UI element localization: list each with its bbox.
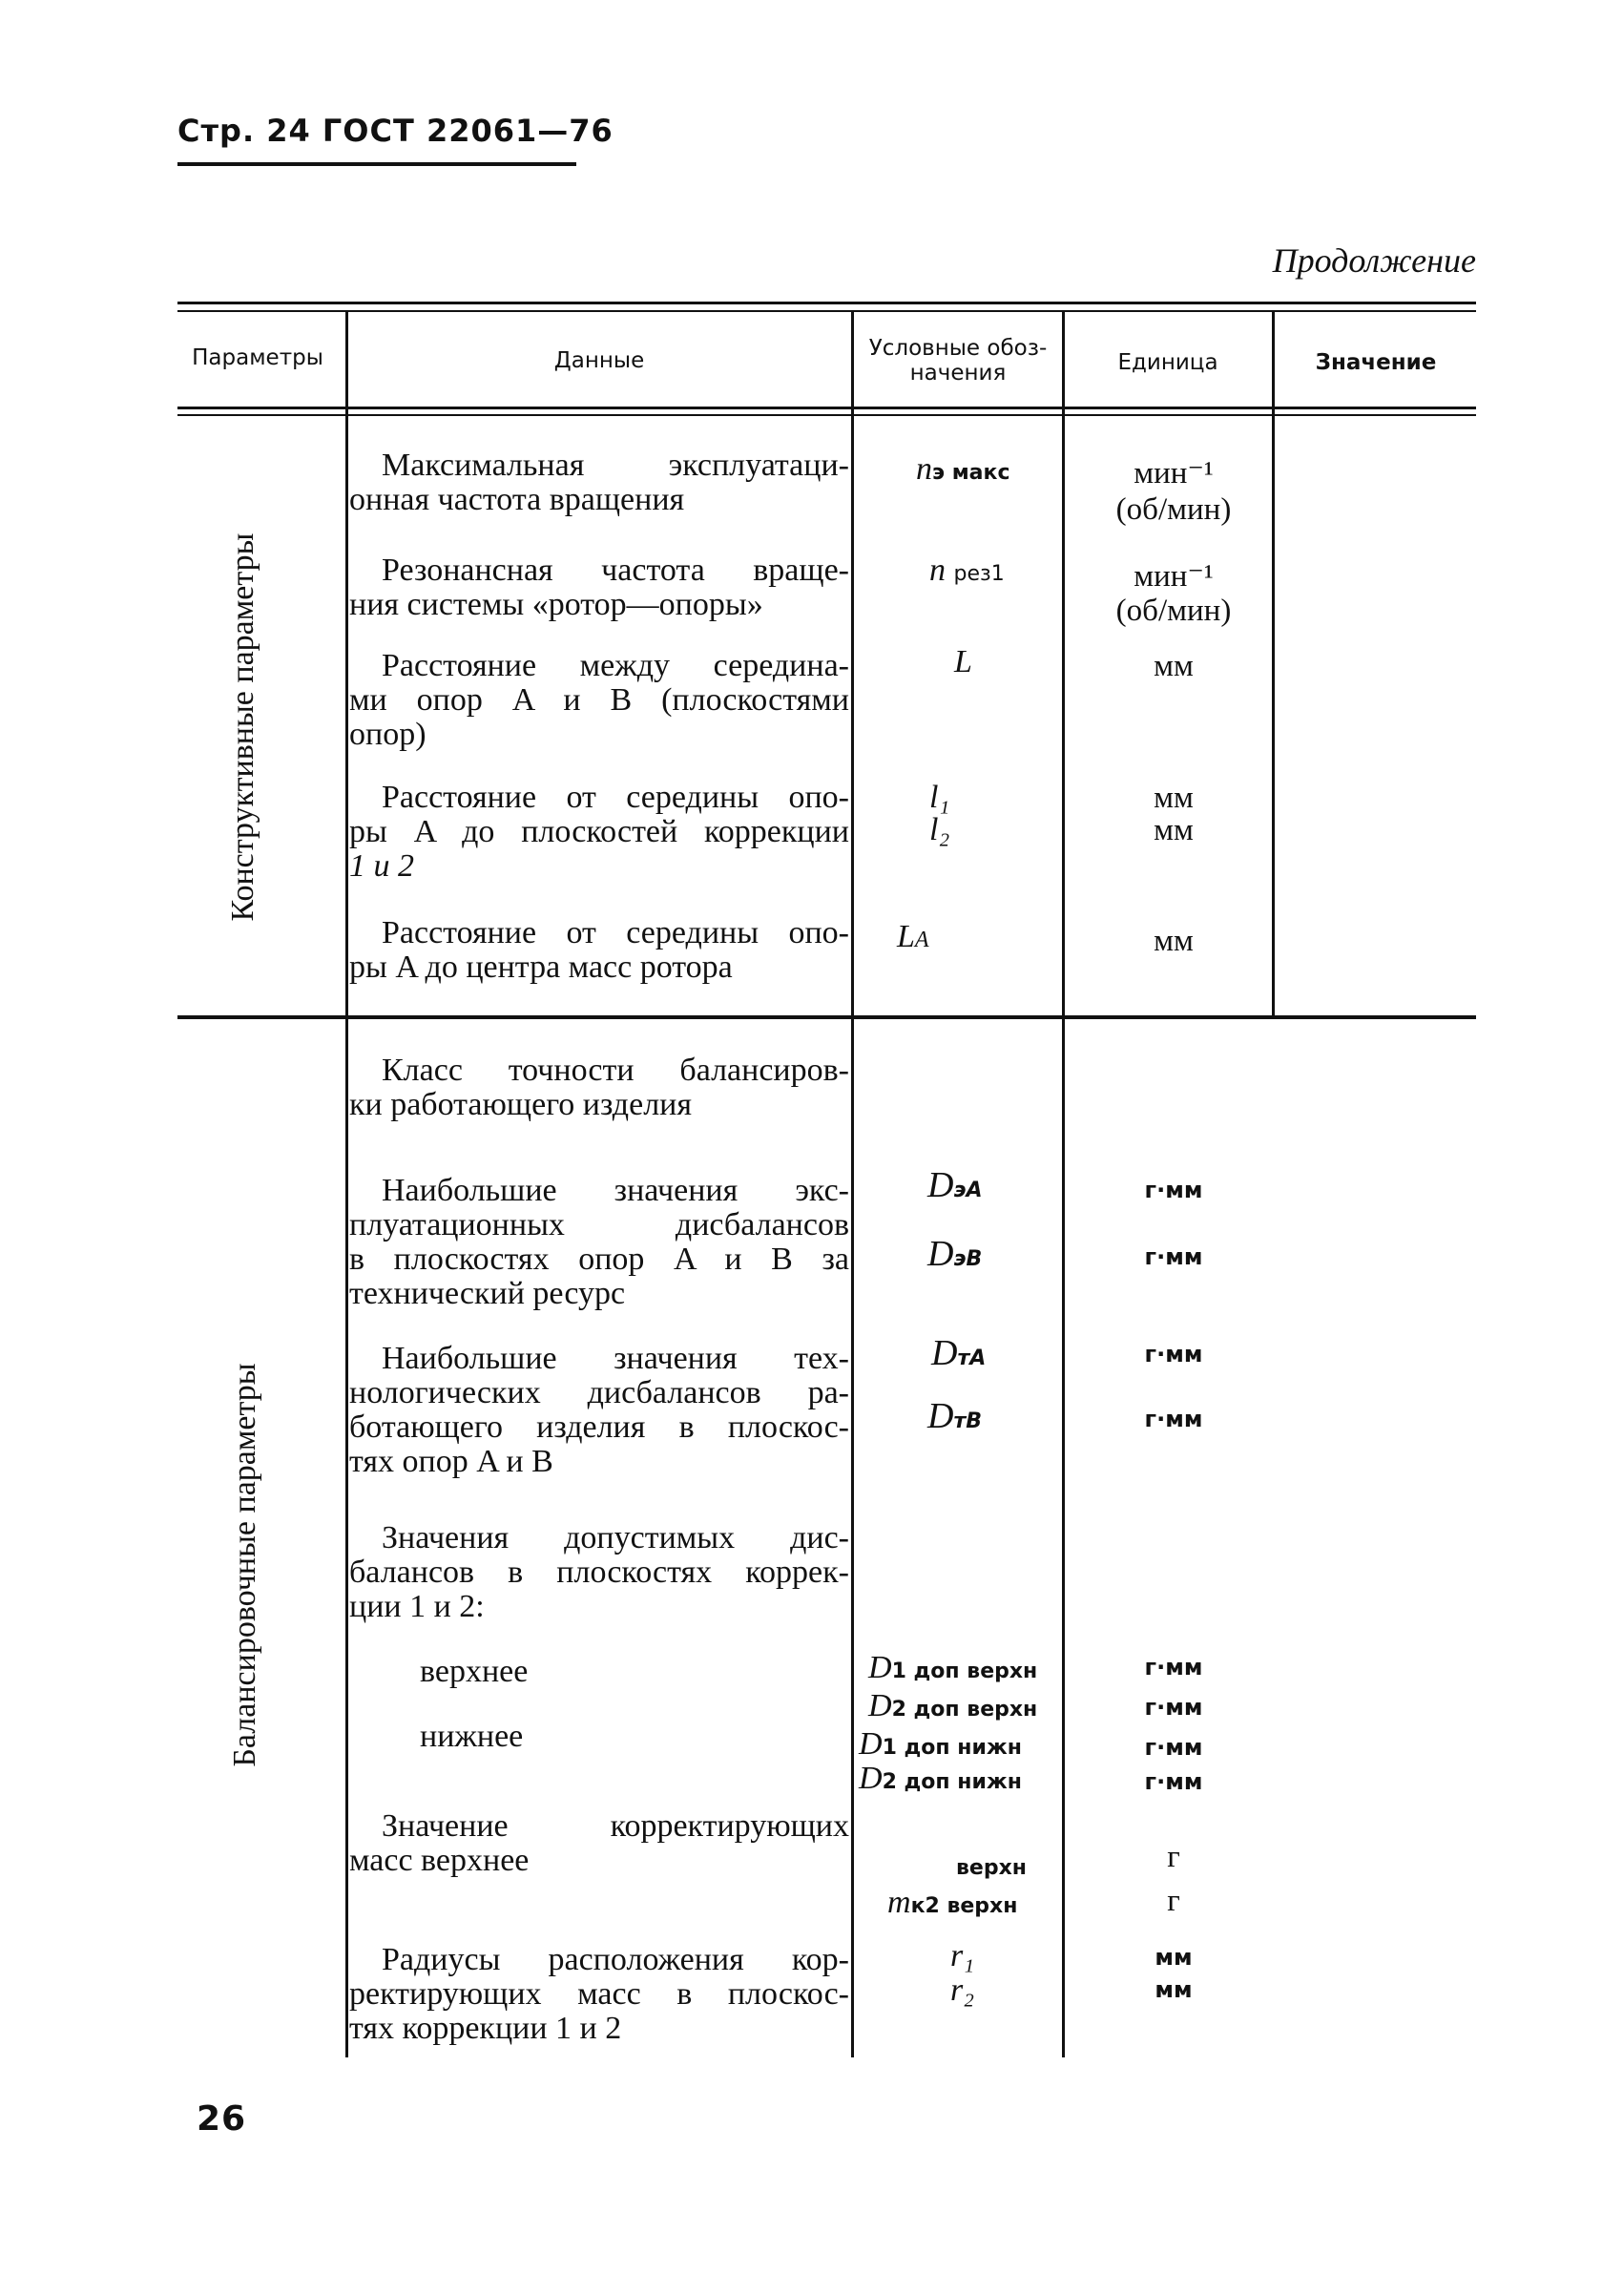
symbol-l1: l₁ (929, 780, 950, 815)
row-technological-imbalance-line4: тях опор A и B (349, 1444, 553, 1479)
row-balance-class-line2: ки работающего изделия (349, 1087, 692, 1122)
symbol-mk1-upper (956, 1847, 1027, 1886)
group-label-constructive: Конструктивные параметры (225, 532, 260, 922)
unit-gmm-DeA: г·мм (1144, 1177, 1203, 1203)
row-radii-line2: ректирующих масс в плоскос- (349, 1976, 849, 2012)
row-support-distance-line1: Расстояние между середина- (382, 648, 849, 683)
unit-mm-LA: мм (1154, 924, 1194, 958)
row-operational-imbalance-line4: технический ресурс (349, 1276, 626, 1311)
unit-rpm-2: мин⁻¹ (1134, 559, 1214, 594)
symbol-sub: к2 верхн (910, 1894, 1018, 1918)
symbol-D1-upper (868, 1651, 1037, 1689)
symbol-sub: тA (957, 1346, 987, 1370)
row-radii-line3: тях коррекции 1 и 2 (349, 2011, 622, 2046)
row-max-speed-line2: онная частота вращения (349, 482, 685, 517)
row-mass-center-line1: Расстояние от середины опо- (382, 915, 849, 950)
symbol-sub: эB (953, 1247, 983, 1271)
row-permissible-imbalance-line1: Значения допустимых дис- (382, 1520, 849, 1555)
symbol-D1-lower (859, 1727, 1022, 1765)
symbol-sub: 2 доп верхн (891, 1698, 1038, 1722)
symbol-D2-upper (868, 1689, 1037, 1727)
unit-gmm-DeB: г·мм (1144, 1243, 1203, 1270)
symbol-sub: 2 доп нижн (882, 1770, 1022, 1794)
row-correcting-mass-line1: Значение корректирующих (382, 1808, 849, 1844)
symbol-sub: верхн (956, 1856, 1027, 1880)
col-header-symbols-line2: начения (909, 361, 1007, 386)
symbol-LA (897, 920, 929, 957)
row-operational-imbalance-line1: Наибольшие значения экс- (382, 1173, 849, 1208)
row-correction-planes-line1: Расстояние от середины опо- (382, 780, 849, 815)
row-operational-imbalance-line2: плуатационных дисбалансов (349, 1207, 849, 1242)
symbol-n-max (916, 452, 1010, 491)
symbol-sub: тB (953, 1409, 982, 1433)
symbol-D: D (927, 1165, 954, 1205)
col-divider-1 (345, 311, 348, 2057)
page-number: 26 (197, 2099, 247, 2139)
symbol-n: n (916, 451, 932, 487)
col-header-symbols-line1: Условные обоз- (868, 336, 1048, 361)
symbol-sub: эA (953, 1179, 983, 1202)
symbol-D: D (859, 1726, 883, 1762)
symbol-r1: r₁ (950, 1938, 975, 1973)
symbol-D: D (927, 1396, 954, 1436)
col-header-value: Значение (1315, 350, 1437, 375)
symbol-D: D (868, 1688, 892, 1723)
unit-gmm-DtA: г·мм (1144, 1341, 1203, 1367)
symbol-mk2-upper (887, 1886, 1017, 1924)
symbol-r2: r₂ (950, 1972, 975, 2008)
symbol-sub: 1 доп верхн (891, 1659, 1038, 1683)
row-technological-imbalance-line2: нологических дисбалансов ра- (349, 1375, 849, 1410)
table-top-rule (177, 302, 1476, 304)
header-bottom-rule (177, 407, 1476, 409)
unit-mm-r2: мм (1155, 1976, 1193, 2003)
row-correction-planes-line3: 1 и 2 (349, 848, 414, 884)
row-technological-imbalance-line3: ботающего изделия в плоскос- (349, 1409, 849, 1445)
row-mass-center-line2: ры A до центра масс ротора (349, 950, 733, 985)
symbol-D2-lower (859, 1762, 1022, 1800)
row-resonance-line1: Резонансная частота враще- (382, 553, 849, 588)
row-correcting-mass-line2: масс верхнее (349, 1843, 530, 1878)
row-upper-label: верхнее (420, 1654, 529, 1689)
page-reference: Стр. 24 ГОСТ 22061—76 (177, 113, 614, 149)
unit-mm-r1: мм (1155, 1944, 1193, 1971)
row-correction-planes-line2: ры A до плоскостей коррекции (349, 814, 849, 849)
header-bottom-rule-2 (177, 414, 1476, 416)
row-operational-imbalance-line3: в плоскостях опор A и B за (349, 1242, 849, 1277)
unit-mm-l2: мм (1154, 813, 1194, 847)
unit-gmm-D2-upper: г·мм (1144, 1694, 1203, 1721)
unit-rpm-1: мин⁻¹ (1134, 456, 1214, 491)
symbol-DtA (931, 1333, 987, 1376)
symbol-sub-A: A (914, 928, 929, 952)
unit-g-2: г (1167, 1884, 1180, 1918)
unit-g-1: г (1167, 1840, 1180, 1874)
row-resonance-line2: ния системы «ротор—опоры» (349, 587, 763, 622)
symbol-sub: 1 доп нижн (882, 1736, 1022, 1760)
unit-rpm-2b: (об/мин) (1115, 594, 1232, 628)
col-divider-3 (1062, 311, 1065, 2057)
group-label-balancing: Балансировочные параметры (227, 1363, 262, 1767)
symbol-l2: l₂ (929, 812, 950, 847)
symbol-sub: э макс (932, 461, 1010, 485)
symbol-DeB (927, 1234, 983, 1277)
symbol-sub: рез1 (953, 562, 1005, 586)
col-header-unit: Единица (1117, 350, 1218, 375)
symbol-n: n (929, 553, 946, 588)
unit-mm-l1: мм (1154, 781, 1194, 815)
unit-gmm-DtB: г·мм (1144, 1406, 1203, 1432)
unit-rpm-1b: (об/мин) (1115, 492, 1232, 527)
col-header-params: Параметры (192, 345, 323, 370)
row-radii-line1: Радиусы расположения кор- (382, 1942, 849, 1977)
symbol-D: D (927, 1234, 954, 1274)
row-support-distance-line3: опор) (349, 717, 427, 752)
unit-mm-L: мм (1154, 649, 1194, 683)
symbol-m: m (887, 1885, 911, 1920)
unit-gmm-D1-lower: г·мм (1144, 1734, 1203, 1761)
symbol-n-res (929, 553, 1005, 592)
col-header-symbols (855, 336, 1061, 386)
unit-gmm-D2-lower: г·мм (1144, 1768, 1203, 1795)
row-balance-class-line1: Класс точности балансиров- (382, 1053, 849, 1088)
symbol-DeA (927, 1165, 983, 1208)
symbol-D: D (859, 1761, 883, 1796)
row-lower-label: нижнее (420, 1719, 524, 1754)
row-permissible-imbalance-line2: балансов в плоскостях коррек- (349, 1555, 849, 1590)
row-permissible-imbalance-line3: ции 1 и 2: (349, 1589, 485, 1624)
row-technological-imbalance-line1: Наибольшие значения тех- (382, 1341, 849, 1376)
symbol-DtB (927, 1396, 982, 1439)
unit-gmm-D1-upper: г·мм (1144, 1654, 1203, 1680)
symbol-L: L (897, 919, 915, 954)
col-divider-2 (851, 311, 854, 2057)
row-max-speed-line1: Максимальная эксплуатаци- (382, 448, 849, 483)
symbol-L: L (954, 644, 972, 679)
symbol-D: D (931, 1333, 958, 1373)
group-divider (177, 1015, 1476, 1019)
col-header-data: Данные (553, 348, 645, 373)
row-support-distance-line2: ми опор A и B (плоскостями (349, 682, 849, 718)
symbol-D: D (868, 1650, 892, 1685)
header-underline (177, 162, 576, 166)
continuation-label: Продолжение (1272, 241, 1476, 280)
table-top-rule-2 (177, 310, 1476, 312)
